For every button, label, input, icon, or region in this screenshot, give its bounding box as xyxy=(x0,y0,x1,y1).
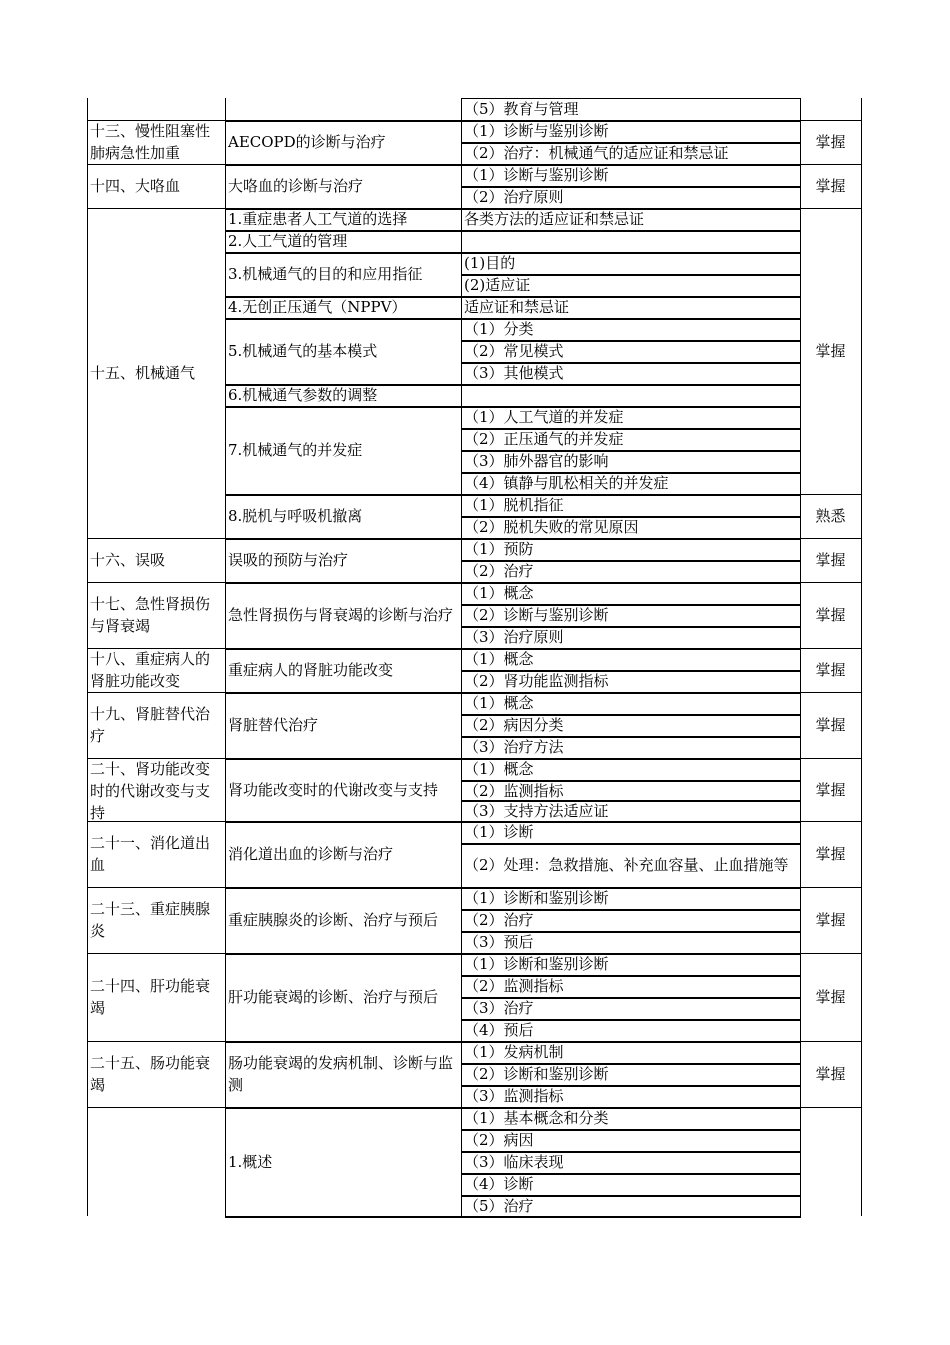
subtopic-cell: （2）治疗：机械通气的适应证和禁忌证 xyxy=(464,144,729,162)
topic-cell: 二十四、肝功能衰竭 xyxy=(90,977,211,1017)
row-divider-topic xyxy=(87,1107,226,1108)
level-cell: 掌握 xyxy=(815,911,846,929)
syllabus-table xyxy=(87,98,861,1216)
content-cell: 1.重症患者人工气道的选择 xyxy=(228,210,408,228)
subtopic-cell: （1）诊断和鉴别诊断 xyxy=(464,955,609,973)
border-right xyxy=(861,98,862,1216)
row-divider-topic xyxy=(87,692,226,693)
row-divider-content xyxy=(225,582,462,584)
row-divider-topic xyxy=(87,208,226,209)
row-divider-level xyxy=(800,582,862,583)
topic-cell: 十四、大咯血 xyxy=(90,177,181,195)
subtopic-cell: （1）分类 xyxy=(464,320,534,338)
row-divider-content xyxy=(225,887,462,889)
row-divider-level xyxy=(800,164,862,165)
topic-cell: 十九、肾脏替代治疗 xyxy=(90,705,211,745)
row-divider-level xyxy=(800,953,862,954)
row-divider-level xyxy=(800,648,862,649)
subtopic-cell: （1）概念 xyxy=(464,650,534,668)
content-cell: 大咯血的诊断与治疗 xyxy=(228,177,364,195)
subtopic-cell: （3）预后 xyxy=(464,933,534,951)
content-cell: 1.概述 xyxy=(228,1152,273,1171)
subtopic-cell: （3）支持方法适应证 xyxy=(464,802,609,820)
subtopic-cell: （1）预防 xyxy=(464,540,534,558)
subtopic-cell: 各类方法的适应证和禁忌证 xyxy=(464,210,645,228)
topic-cell: 二十一、消化道出血 xyxy=(90,834,211,874)
level-cell: 掌握 xyxy=(815,988,846,1006)
row-divider-level xyxy=(800,1107,862,1108)
row-divider-level xyxy=(800,758,862,759)
subtopic-cell: （1）诊断和鉴别诊断 xyxy=(464,889,609,907)
subtopic-cell: （1）诊断与鉴别诊断 xyxy=(464,166,609,184)
subtopic-cell: （2）诊断和鉴别诊断 xyxy=(464,1065,609,1083)
subtopic-cell: （1）基本概念和分类 xyxy=(464,1109,609,1127)
subtopic-cell: （3）治疗方法 xyxy=(464,738,564,756)
topic-cell: 二十、肾功能改变时的代谢改变与支持 xyxy=(90,760,211,822)
topic-cell: 二十三、重症胰腺炎 xyxy=(90,900,211,940)
row-divider-level xyxy=(800,887,862,888)
topic-cell: 十六、误吸 xyxy=(90,551,166,569)
row-divider-level xyxy=(800,1041,862,1042)
content-cell: 肠功能衰竭的发病机制、诊断与监测 xyxy=(228,1054,454,1094)
content-cell: 肾脏替代治疗 xyxy=(228,716,319,734)
level-cell: 掌握 xyxy=(815,1065,846,1083)
content-cell: 5.机械通气的基本模式 xyxy=(228,342,378,360)
subtopic-cell: （2）病因分类 xyxy=(464,716,564,734)
level-cell: 掌握 xyxy=(815,342,846,360)
subtopic-cell: 适应证和禁忌证 xyxy=(464,298,570,316)
subtopic-cell: （5）教育与管理 xyxy=(464,100,579,118)
topic-cell: 十八、重症病人的肾脏功能改变 xyxy=(90,650,211,690)
row-divider-content xyxy=(225,758,462,760)
row-divider-topic xyxy=(87,953,226,954)
row-divider-level xyxy=(800,120,862,121)
row-divider-content xyxy=(225,953,462,955)
content-cell: 重症病人的肾脏功能改变 xyxy=(228,661,394,679)
content-cell: 7.机械通气的并发症 xyxy=(228,441,363,459)
level-cell: 掌握 xyxy=(815,661,846,679)
level-cell: 掌握 xyxy=(815,780,846,799)
subtopic-cell: （3）其他模式 xyxy=(464,364,564,382)
row-divider-topic xyxy=(87,538,226,539)
row-divider-content xyxy=(225,318,462,320)
row-divider-content xyxy=(225,821,462,823)
subtopic-cell: （2）正压通气的并发症 xyxy=(464,430,624,448)
content-cell: 重症胰腺炎的诊断、治疗与预后 xyxy=(228,911,439,929)
subtopic-cell: （3）监测指标 xyxy=(464,1087,564,1105)
subtopic-cell: (1)目的 xyxy=(464,254,516,272)
content-cell: AECOPD的诊断与治疗 xyxy=(228,133,386,151)
subtopic-cell: （5）治疗 xyxy=(464,1197,534,1215)
subtopic-cell: （3）治疗 xyxy=(464,999,534,1017)
subtopic-cell: （2）监测指标 xyxy=(464,977,564,995)
row-divider-level xyxy=(800,692,862,693)
level-cell: 掌握 xyxy=(815,606,846,624)
subtopic-cell: （2）治疗 xyxy=(464,562,534,580)
subtopic-cell: （1）概念 xyxy=(464,694,534,712)
content-cell: 3.机械通气的目的和应用指征 xyxy=(228,265,423,283)
subtopic-cell: （3）临床表现 xyxy=(464,1153,564,1171)
subtopic-cell: （1）诊断 xyxy=(464,823,534,841)
border-bottom xyxy=(225,1216,801,1218)
row-divider-level xyxy=(800,208,862,209)
content-cell: 8.脱机与呼吸机撤离 xyxy=(228,507,363,525)
subtopic-cell: （4）诊断 xyxy=(464,1175,534,1193)
subtopic-cell: （1）诊断与鉴别诊断 xyxy=(464,122,609,140)
row-divider-content xyxy=(225,494,462,496)
level-cell: 掌握 xyxy=(815,845,846,863)
border-col2 xyxy=(225,98,226,1216)
level-cell: 熟悉 xyxy=(815,507,846,525)
subtopic-cell: （4）镇静与肌松相关的并发症 xyxy=(464,474,669,492)
row-divider-topic xyxy=(87,887,226,888)
subtopic-cell: （2）治疗 xyxy=(464,911,534,929)
topic-cell: 十七、急性肾损伤与肾衰竭 xyxy=(90,595,211,635)
subtopic-cell: （2）脱机失败的常见原因 xyxy=(464,518,639,536)
subtopic-cell: （1）概念 xyxy=(464,760,534,778)
content-cell: 肾功能改变时的代谢改变与支持 xyxy=(228,780,439,799)
subtopic-cell: （2）病因 xyxy=(464,1131,534,1149)
row-divider-content xyxy=(225,406,462,408)
content-cell: 误吸的预防与治疗 xyxy=(228,551,349,569)
content-cell: 急性肾损伤与肾衰竭的诊断与治疗 xyxy=(228,606,454,624)
row-divider-content xyxy=(225,1041,462,1043)
subtopic-cell: （2）处理：急救措施、补充血容量、止血措施等 xyxy=(464,856,789,874)
content-cell: 肝功能衰竭的诊断、治疗与预后 xyxy=(228,988,439,1006)
level-cell: 掌握 xyxy=(815,716,846,734)
row-divider-level xyxy=(800,494,862,495)
content-cell: 2.人工气道的管理 xyxy=(228,232,348,250)
content-cell: 消化道出血的诊断与治疗 xyxy=(228,845,394,863)
row-divider-sub xyxy=(461,384,801,386)
border-col4 xyxy=(800,98,801,1216)
subtopic-cell: （2）常见模式 xyxy=(464,342,564,360)
level-cell: 掌握 xyxy=(815,177,846,195)
level-cell: 掌握 xyxy=(815,133,846,151)
subtopic-cell: （1）脱机指征 xyxy=(464,496,564,514)
row-divider-content xyxy=(225,164,462,166)
topic-cell: 十五、机械通气 xyxy=(90,364,196,382)
row-divider-content xyxy=(225,538,462,540)
row-divider-sub xyxy=(461,843,801,845)
row-divider-topic xyxy=(87,164,226,165)
content-cell: 4.无创正压通气（NPPV） xyxy=(228,298,407,316)
row-divider-content xyxy=(225,648,462,650)
row-divider-content xyxy=(225,120,462,122)
row-divider-topic xyxy=(87,1041,226,1042)
topic-cell: 二十五、肠功能衰竭 xyxy=(90,1054,211,1094)
subtopic-cell: （2）监测指标 xyxy=(464,782,564,800)
subtopic-cell: （1）概念 xyxy=(464,584,534,602)
border-col3 xyxy=(461,98,462,1216)
content-cell: 6.机械通气参数的调整 xyxy=(228,386,378,404)
subtopic-cell: (2)适应证 xyxy=(464,276,531,294)
row-divider-topic xyxy=(87,582,226,583)
row-divider-sub xyxy=(461,230,801,232)
subtopic-cell: （2）肾功能监测指标 xyxy=(464,672,609,690)
subtopic-cell: （4）预后 xyxy=(464,1021,534,1039)
subtopic-cell: （1）发病机制 xyxy=(464,1043,564,1061)
subtopic-cell: （3）治疗原则 xyxy=(464,628,564,646)
subtopic-cell: （2）治疗原则 xyxy=(464,188,564,206)
subtopic-cell: （2）诊断与鉴别诊断 xyxy=(464,606,609,624)
subtopic-cell: （1）人工气道的并发症 xyxy=(464,408,624,426)
topic-cell: 十三、慢性阻塞性肺病急性加重 xyxy=(90,122,211,162)
subtopic-cell: （3）肺外器官的影响 xyxy=(464,452,609,470)
level-cell: 掌握 xyxy=(815,551,846,569)
row-divider-content xyxy=(225,1107,462,1109)
row-divider-level xyxy=(800,538,862,539)
border-left xyxy=(87,98,88,1216)
row-divider-content xyxy=(225,692,462,694)
row-divider-level xyxy=(800,821,862,822)
row-divider-content xyxy=(225,252,462,254)
